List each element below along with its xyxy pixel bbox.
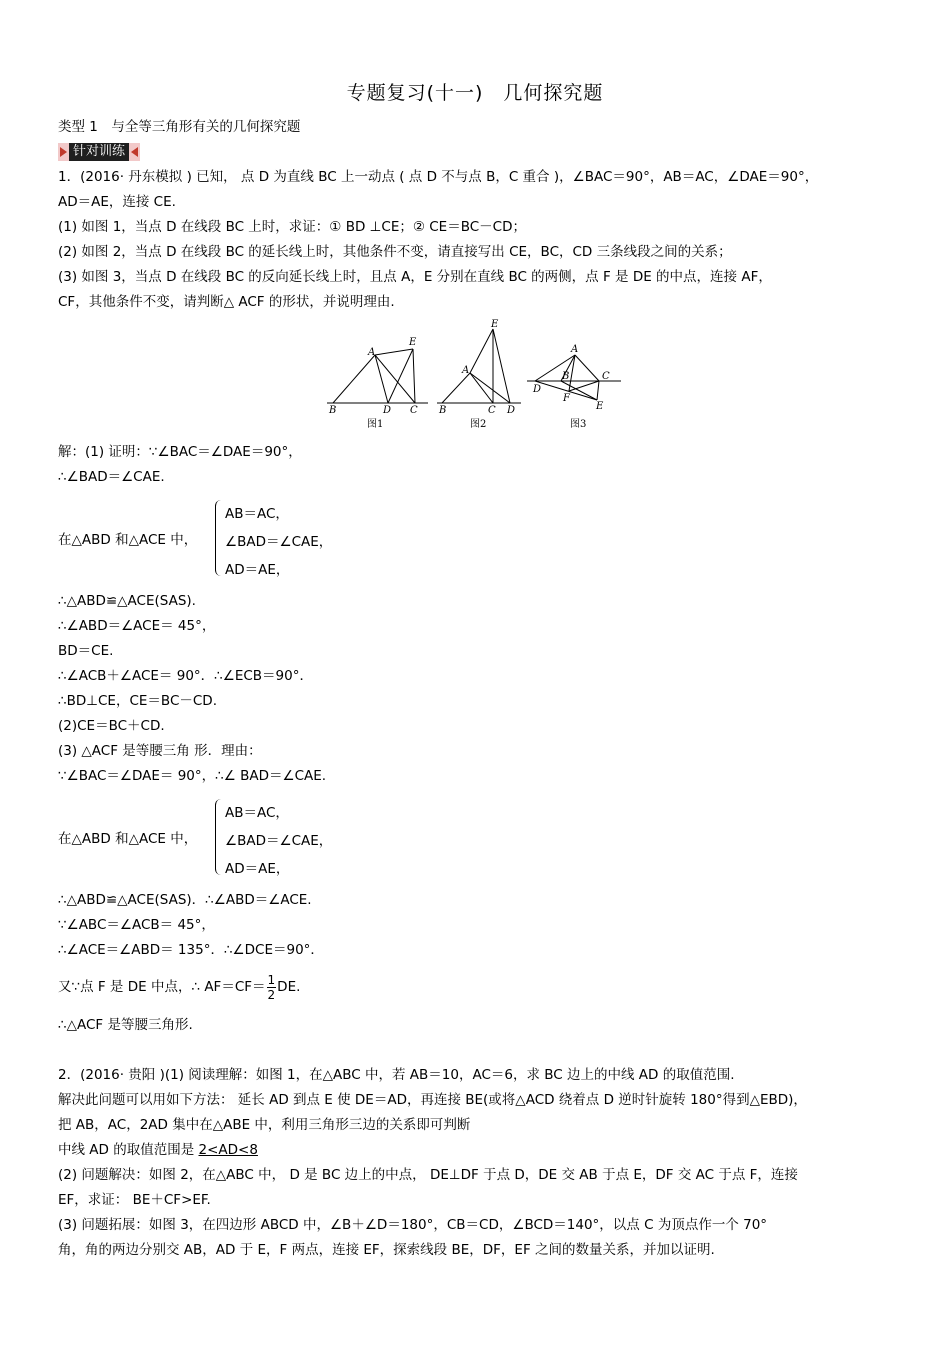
q2-line3: 把 AB，AC，2AD 集中在△ABE 中，利用三角形三边的关系即可判断 [58, 1117, 471, 1133]
step14-text: 又∵点 F 是 DE 中点，∴ AF＝CF＝ [58, 979, 266, 995]
system2-row: AD＝AE， [225, 861, 290, 877]
sol1-step1: 解：(1) 证明：∵∠BAC＝∠DAE＝90°， [58, 444, 302, 460]
q1-part3-cont: CF，其他条件不变，请判断△ ACF 的形状，并说明理由. [58, 294, 395, 310]
q2-line5: (2) 问题解决：如图 2，在△ABC 中， D 是 BC 边上的中点， DE⊥DF 于点 D，DE 交 AB 于点 E，DF 交 AC 于点 F，连接 [58, 1167, 798, 1183]
fig1-label-d: D [383, 405, 392, 416]
practice-tag-label: 针对训练 [69, 143, 129, 161]
fig2-label-e: E [491, 319, 499, 330]
sol1-step11: ∴△ABD≌△ACE(SAS)．∴∠ABD＝∠ACE. [58, 892, 312, 908]
sol1-step14 [58, 972, 300, 1002]
fig3-label-f: F [563, 393, 570, 404]
triangle-right-icon [60, 147, 67, 157]
fig3-label-d: D [533, 384, 542, 395]
q2-line8: 角，角的两边分别交 AB，AD 于 E，F 两点，连接 EF，探索线段 BE，DF，EF 之间的数量关系，并加以证明. [58, 1242, 715, 1258]
system2-row: AB＝AC， [225, 805, 289, 821]
practice-tag [58, 143, 140, 161]
sol1-step15: ∴△ACF 是等腰三角形. [58, 1017, 193, 1033]
sol1-step12: ∵∠ABC＝∠ACB＝ 45°， [58, 917, 215, 933]
system2-row: ∠BAD＝∠CAE， [225, 833, 333, 849]
q1-part2: (2) 如图 2，当点 D 在线段 BC 的延长线上时，其他条件不变，请直接写出 CE，BC，CD 三条线段之间的关系； [58, 244, 732, 260]
sol1-step13: ∴∠ACE＝∠ABD＝ 135°．∴∠DCE＝90°． [58, 942, 324, 958]
fig3-label-e: E [596, 401, 604, 412]
fig1-label-e: E [409, 337, 417, 348]
sol1-system1-prefix: 在△ABD 和△ACE 中， [58, 532, 198, 548]
left-brace-icon [215, 500, 224, 576]
q2-line6: EF，求证： BE＋CF>EF. [58, 1192, 211, 1208]
type-heading: 类型 1 与全等三角形有关的几何探究题 [58, 119, 301, 135]
q1-intro: 1．(2016· 丹东模拟 ) 已知， 点 D 为直线 BC 上一动点 ( 点 D 不与点 B，C 重合 )，∠BAC＝90°，AB＝AC，∠DAE＝90°， [58, 169, 819, 185]
fig1-label-c: C [410, 405, 418, 416]
q2-line4-text: 中线 AD 的取值范围是 [58, 1142, 199, 1158]
fig2-label-d: D [507, 405, 516, 416]
practice-tag-frame [58, 143, 140, 161]
fig3-caption: 图3 [570, 419, 587, 430]
fraction-numerator: 1 [267, 972, 276, 987]
q2-line4 [58, 1141, 258, 1159]
q2-line2: 解决此问题可以用如下方法： 延长 AD 到点 E 使 DE＝AD，再连接 BE(或将△ACD 绕着点 D 逆时针旋转 180°得到△EBD)， [58, 1092, 807, 1108]
sol1-system2-prefix: 在△ABD 和△ACE 中， [58, 831, 198, 847]
fig3-label-c: C [602, 371, 610, 382]
sol1-step3: ∴△ABD≌△ACE(SAS). [58, 593, 196, 609]
q2-line1: 2．(2016· 贵阳 )(1) 阅读理解：如图 1，在△ABC 中，若 AB＝10，AC＝6，求 BC 边上的中线 AD 的取值范围. [58, 1067, 735, 1083]
system1-row: AD＝AE， [225, 562, 290, 578]
fig1-label-a: A [368, 347, 376, 358]
triangle-left-icon [131, 147, 138, 157]
sol1-step10: ∵∠BAC＝∠DAE＝ 90°，∴∠ BAD＝∠CAE. [58, 768, 327, 784]
q1-part1: (1) 如图 1，当点 D 在线段 BC 上时，求证：① BD ⊥CE；② CE＝BC－CD； [58, 219, 526, 235]
left-brace-icon [215, 799, 224, 875]
fig1-label-b: B [329, 405, 337, 416]
q1-part3: (3) 如图 3，当点 D 在线段 BC 的反向延长线上时，且点 A，E 分别在直线 BC 的两侧，点 F 是 DE 的中点，连接 AF， [58, 269, 772, 285]
sol1-step7: ∴BD⊥CE，CE＝BC－CD. [58, 693, 217, 709]
sol1-step2: ∴∠BAD＝∠CAE. [58, 469, 165, 485]
sol1-step4: ∴∠ABD＝∠ACE＝ 45°， [58, 618, 216, 634]
fig2-label-c: C [488, 405, 496, 416]
fraction-denominator: 2 [267, 987, 276, 1002]
fig2-label-b: B [439, 405, 447, 416]
geometry-figures [325, 315, 625, 435]
system1-row: AB＝AC， [225, 506, 289, 522]
figure-1 [327, 349, 428, 403]
fig2-label-a: A [462, 365, 470, 376]
fig2-caption: 图2 [470, 419, 487, 430]
sol1-step6: ∴∠ACB＋∠ACE＝ 90°．∴∠ECB＝90°． [58, 668, 313, 684]
sol1-step8: (2)CE＝BC＋CD. [58, 718, 165, 734]
sol1-step9: (3) △ACF 是等腰三角 形．理由： [58, 743, 262, 759]
fig3-label-b: B [562, 371, 570, 382]
fig1-caption: 图1 [367, 419, 384, 430]
fig3-label-a: A [571, 344, 579, 355]
fraction-half [267, 973, 277, 1002]
step14-suffix: DE. [277, 979, 301, 995]
q2-line7: (3) 问题拓展：如图 3，在四边形 ABCD 中，∠B＋∠D＝180°，CB＝CD，∠BCD＝140°，以点 C 为顶点作一个 70° [58, 1217, 768, 1233]
system1-row: ∠BAD＝∠CAE， [225, 534, 333, 550]
page-title: 专题复习(十一) 几何探究题 [346, 82, 604, 104]
q1-intro-2: AD＝AE，连接 CE. [58, 194, 176, 210]
q2-answer: 2<AD<8 [198, 1142, 258, 1158]
figure-2 [437, 329, 521, 403]
sol1-step5: BD＝CE. [58, 643, 114, 659]
